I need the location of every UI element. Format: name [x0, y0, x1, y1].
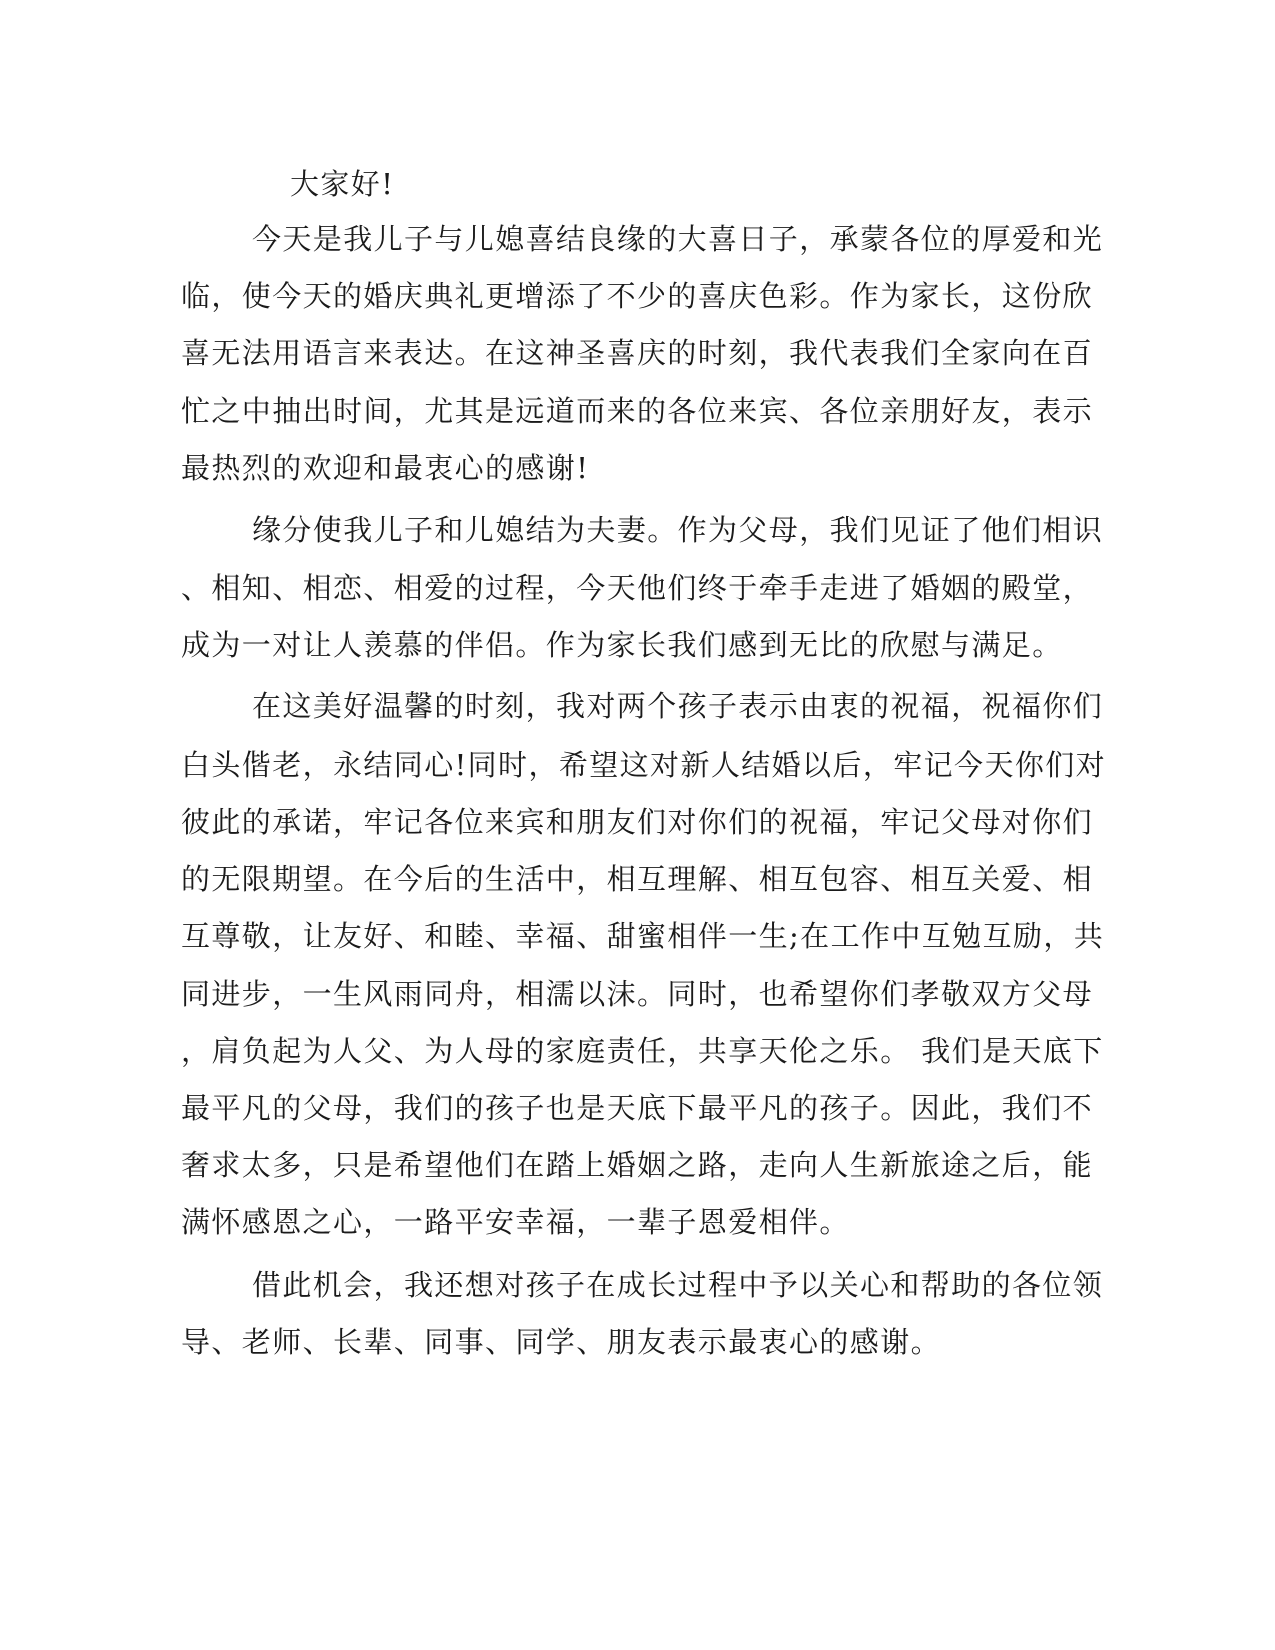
paragraph-3-line-5: 互尊敬，让友好、和睦、幸福、甜蜜相伴一生;在工作中互勉互励，共: [181, 919, 1105, 953]
paragraph-3-line-1: 在这美好温馨的时刻，我对两个孩子表示由衷的祝福，祝福你们: [252, 689, 1104, 723]
paragraph-3-line-10: 满怀感恩之心，一路平安幸福，一辈子恩爱相伴。: [181, 1205, 850, 1239]
paragraph-1-line-4: 忙之中抽出时间，尤其是远道而来的各位来宾、各位亲朋好友，表示: [181, 394, 1094, 428]
paragraph-3-line-8: 最平凡的父母，我们的孩子也是天底下最平凡的孩子。因此，我们不: [181, 1091, 1094, 1125]
paragraph-1-line-5: 最热烈的欢迎和最衷心的感谢!: [181, 451, 590, 485]
paragraph-2-line-2: 、相知、相恋、相爱的过程，今天他们终于牵手走进了婚姻的殿堂，: [181, 571, 1094, 605]
paragraph-3-line-7: ，肩负起为人父、为人母的家庭责任，共享天伦之乐。 我们是天底下: [181, 1034, 1104, 1068]
paragraph-2-line-1: 缘分使我儿子和儿媳结为夫妻。作为父母，我们见证了他们相识: [252, 513, 1104, 547]
paragraph-3-line-9: 奢求太多，只是希望他们在踏上婚姻之路，走向人生新旅途之后，能: [181, 1148, 1094, 1182]
paragraph-3-line-6: 同进步，一生风雨同舟，相濡以沫。同时，也希望你们孝敬双方父母: [181, 977, 1094, 1011]
paragraph-3-line-4: 的无限期望。在今后的生活中，相互理解、相互包容、相互关爱、相: [181, 862, 1094, 896]
paragraph-3-line-3: 彼此的承诺，牢记各位来宾和朋友们对你们的祝福，牢记父母对你们: [181, 805, 1094, 839]
paragraph-2-line-3: 成为一对让人羡慕的伴侣。作为家长我们感到无比的欣慰与满足。: [181, 628, 1063, 662]
paragraph-1-line-1: 今天是我儿子与儿媳喜结良缘的大喜日子，承蒙各位的厚爱和光: [252, 222, 1104, 256]
greeting-line: 大家好!: [290, 167, 395, 201]
paragraph-4-line-2: 导、老师、长辈、同事、同学、朋友表示最衷心的感谢。: [181, 1325, 942, 1359]
paragraph-3-line-2: 白头偕老，永结同心!同时，希望这对新人结婚以后，牢记今天你们对: [181, 748, 1107, 782]
paragraph-4-line-1: 借此机会，我还想对孩子在成长过程中予以关心和帮助的各位领: [252, 1268, 1104, 1302]
paragraph-1-line-3: 喜无法用语言来表达。在这神圣喜庆的时刻，我代表我们全家向在百: [181, 336, 1094, 370]
paragraph-1-line-2: 临，使今天的婚庆典礼更增添了不少的喜庆色彩。作为家长，这份欣: [181, 279, 1094, 313]
